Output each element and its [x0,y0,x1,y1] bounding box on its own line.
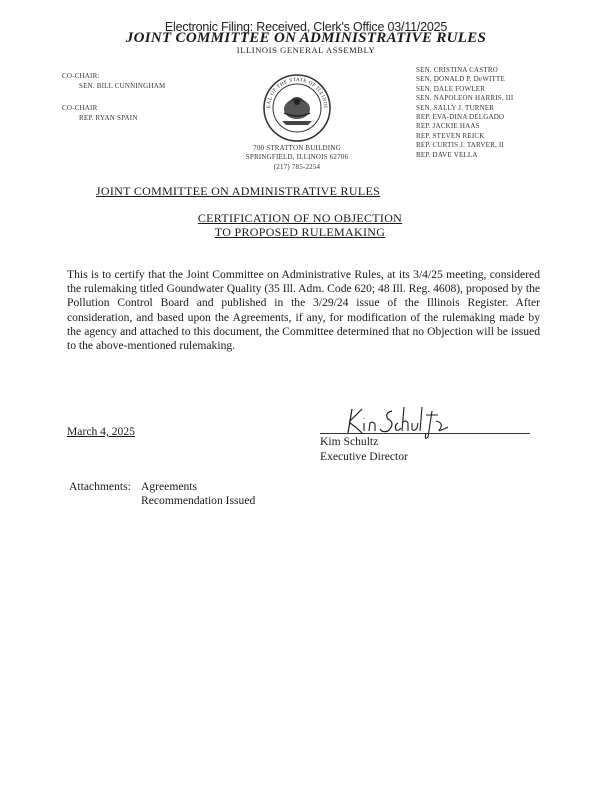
certification-line: CERTIFICATION OF NO OBJECTION [197,211,403,225]
document-date: March 4, 2025 [67,425,135,438]
certification-title [0,211,600,239]
signer-block [320,435,408,464]
attachment-item: Agreements [141,480,198,493]
certification-body: This is to certify that the Joint Committee on Administrative Rules, at its 3/4/25 meeting, considered the rulemaking titled Goundwater Quality (35 Ill. Adm. Code 620; 48 Ill. Reg. 4608), proposed by the Pollution Control Board and published in the 3/29/24 issue of the Illinois Register. After consideration, and based upon the Agreements, if any, for modification of the rulemaking made by the agency and attached to this document, the Committee determined that no Objection will be issued to the above-mentioned rulemaking. [67,268,541,353]
phone-number: (217) 785-2254 [273,162,321,171]
attachment-item: Recommendation Issued [141,494,256,508]
seal-text: EAL OF THE STATE OF ILLINOI [265,76,329,109]
filing-stamp: Electronic Filing: Received, Clerk's Office 03/11/2025 [164,20,448,34]
state-seal-icon [262,73,332,143]
member-name: SEN. DALE FOWLER [416,84,486,93]
member-name: REP. JACKIE HAAS [416,122,480,131]
member-name: REP. DAVE VELLA [416,150,478,159]
attachments-list [141,480,255,508]
signer-name: Kim Schultz [320,435,379,448]
committee-members-list [416,66,513,160]
member-name: SEN. CRISTINA CASTRO [416,66,498,74]
heading-text: JOINT COMMITTEE ON ADMINISTRATIVE RULES [95,184,381,198]
attachments-label: Attachments: [69,480,131,493]
signature-line [320,433,530,434]
signer-title: Executive Director [320,449,408,463]
document-heading [0,184,476,199]
member-name: SEN. NAPOLEON HARRIS, III [416,94,514,103]
address-line: 700 STRATTON BUILDING [253,144,341,152]
committee-address [232,144,362,172]
member-name: REP. CURTIS J. TARVER, II [416,141,504,150]
co-chair-label: CO-CHAIR [62,104,98,112]
member-name: SEN. SALLY J. TURNER [416,103,495,112]
member-name: REP. EVA-DINA DELGADO [416,113,505,122]
certification-line: TO PROPOSED RULEMAKING [214,225,386,239]
letterhead-title: JOINT COMMITTEE ON ADMINISTRATIVE RULES [125,30,487,46]
address-line: SPRINGFIELD, ILLINOIS 62706 [245,153,349,162]
co-chair-name: SEN. BILL CUNNINGHAM [79,82,166,90]
co-chair-label: CO-CHAIR: [62,72,100,80]
co-chair-name: REP. RYAN SPAIN [79,114,138,122]
member-name: REP. STEVEN REICK [416,131,485,140]
letterhead-subtitle: ILLINOIS GENERAL ASSEMBLY [236,45,376,55]
member-name: SEN. DONALD P. DeWITTE [416,75,505,84]
